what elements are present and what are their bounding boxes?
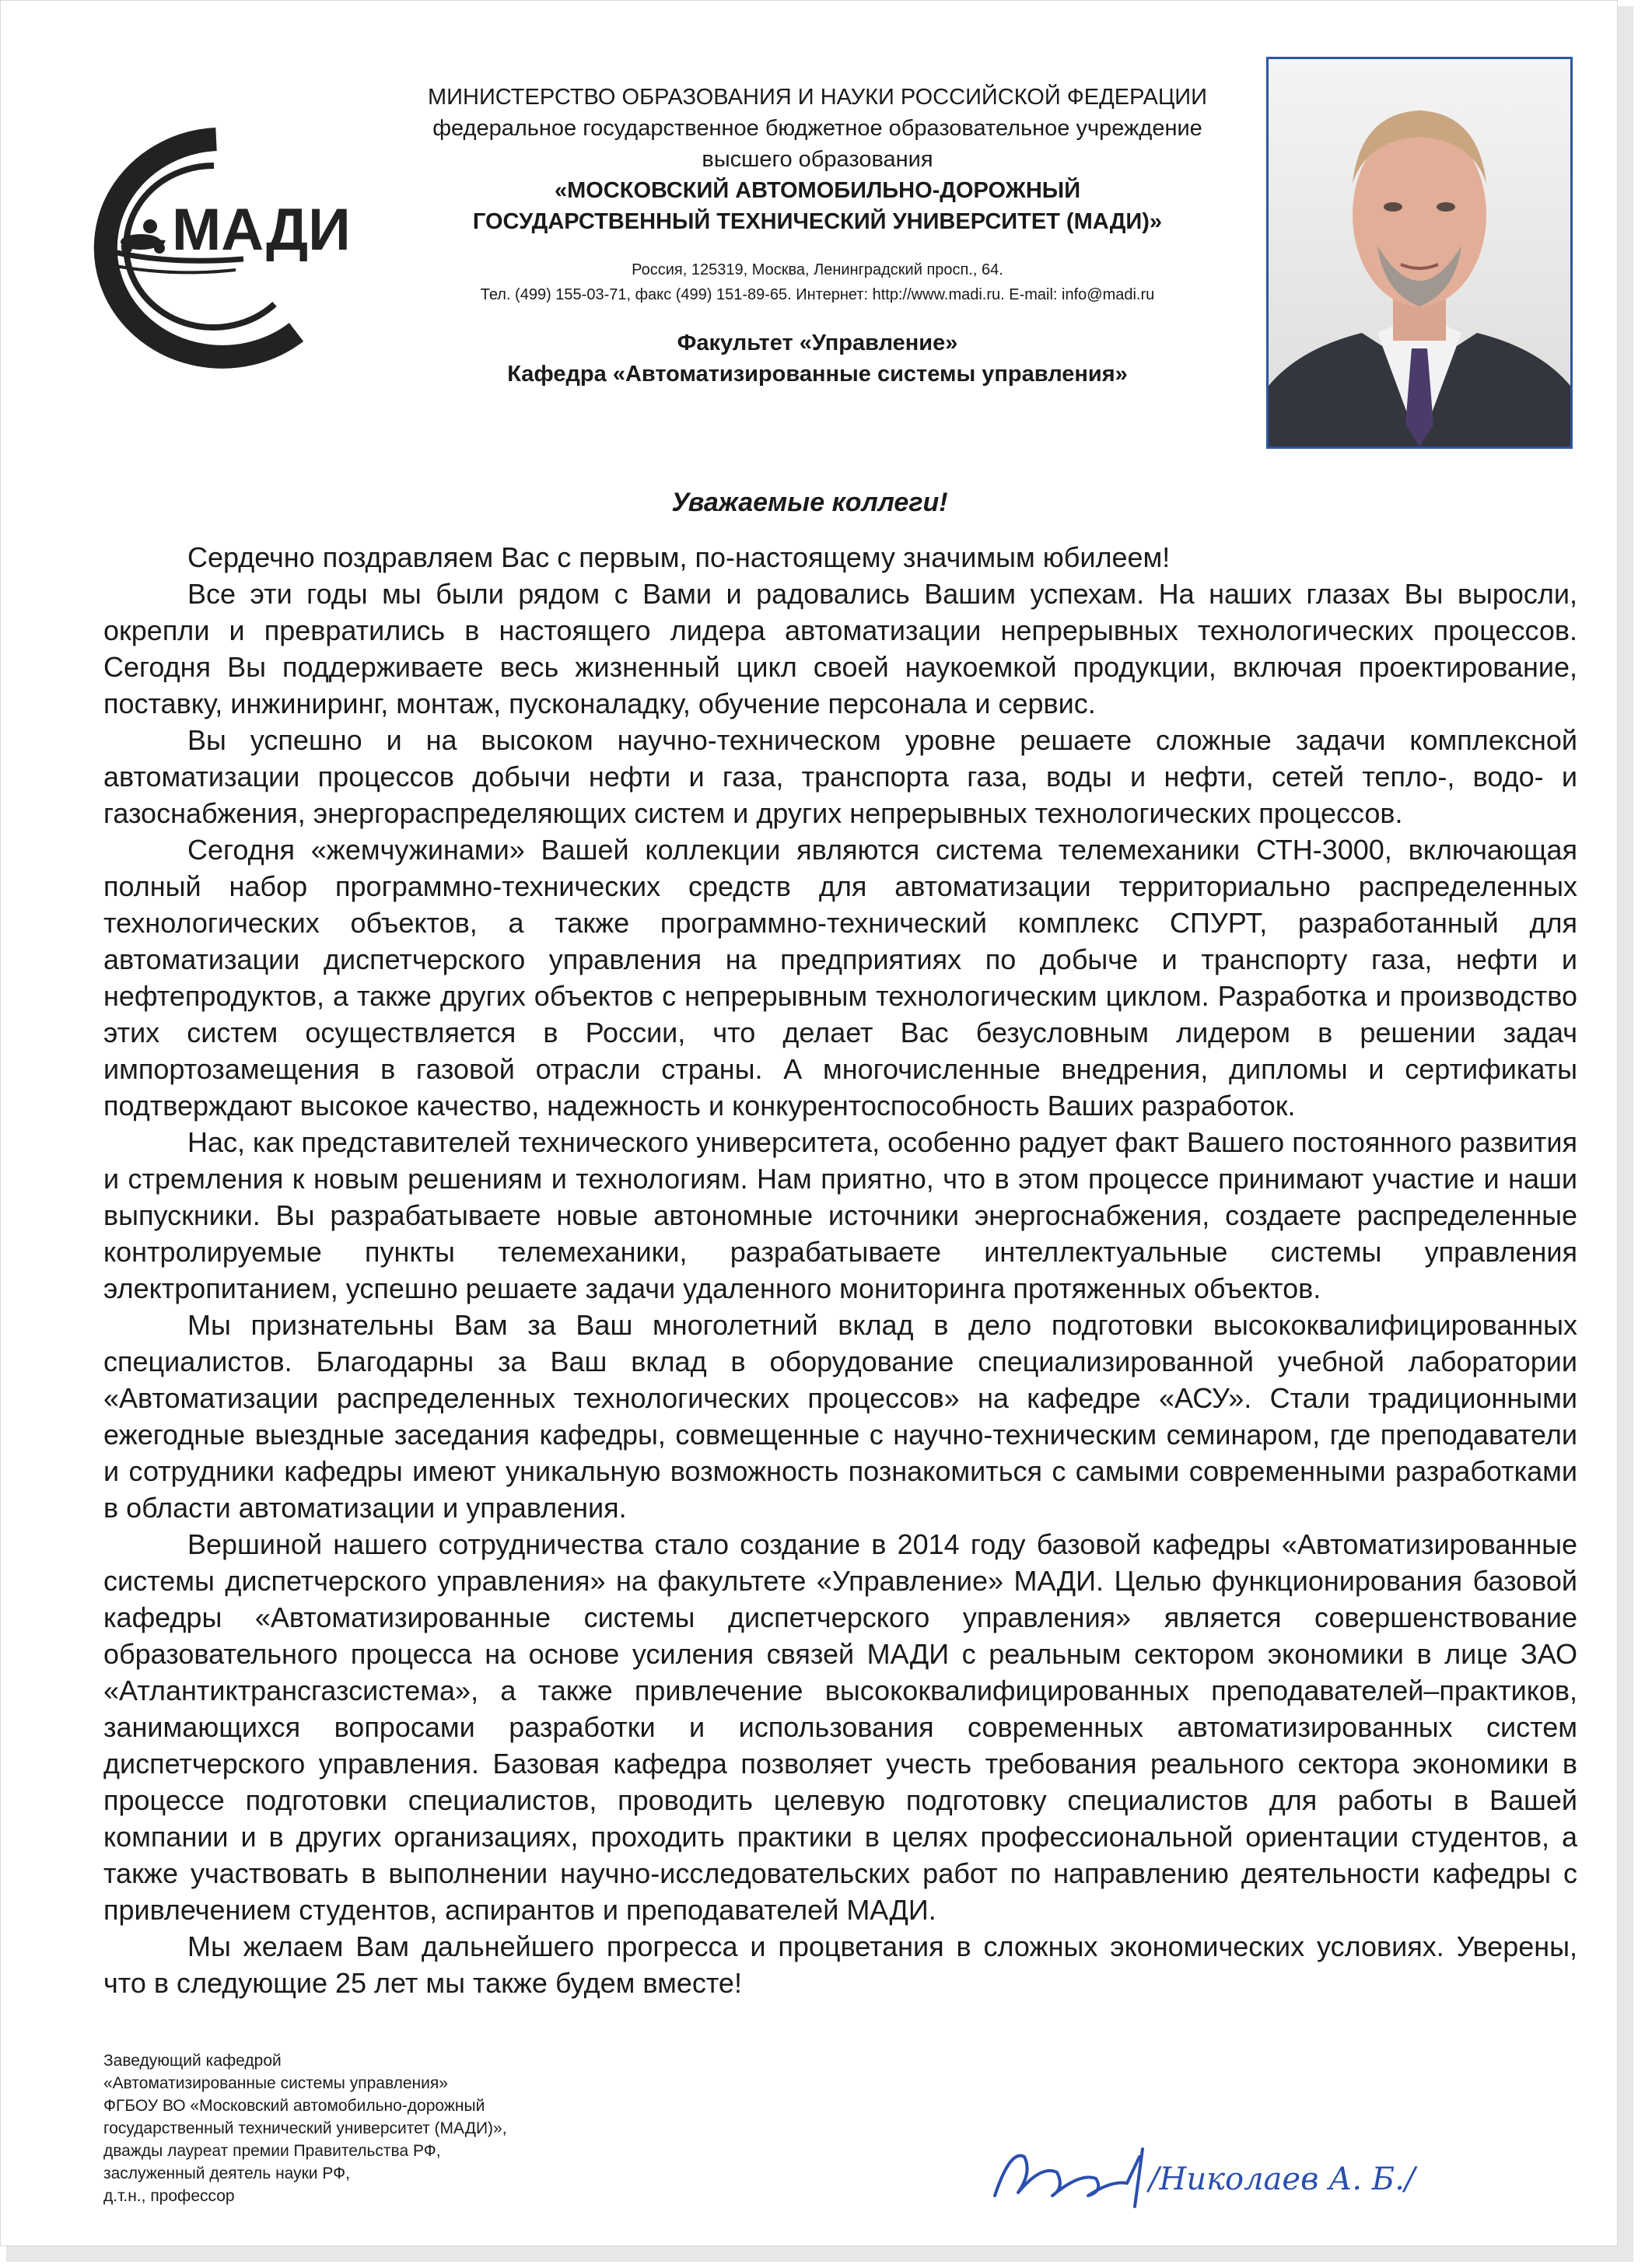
signatory-line: Заведующий кафедрой	[103, 2052, 282, 2070]
letter-paragraph: Мы желаем Вам дальнейшего прогресса и процветания в сложных экономических условиях. Уверены, что в следующие 25 лет мы также будем вместе!	[103, 1930, 1577, 1999]
portrait-illustration	[1269, 59, 1570, 446]
signatory-block	[103, 2049, 726, 2207]
letter-paragraph: Сердечно поздравляем Вас с первым, по-настоящему значимым юбилеем!	[187, 541, 1171, 573]
faculty-name: Факультет «Управление»	[677, 331, 958, 355]
letter-paragraph: Все эти годы мы были рядом с Вами и радовались Вашим успехам. На наших глазах Вы выросли, окрепли и превратились в настоящего лидера автоматизации непрерывных технологических процессов. Сегодня Вы поддерживаете весь жизненный цикл своей наукоемкой продукции, включая проектирование, поставку, инжиниринг, монтаж, пусконаладку, обучение персонала и сервис.	[103, 578, 1577, 719]
signatory-line: ФГБОУ ВО «Московский автомобильно-дорожный	[103, 2097, 485, 2115]
ministry-name: МИНИСТЕРСТВО ОБРАЗОВАНИЯ И НАУКИ РОССИЙСКОЙ ФЕДЕРАЦИИ	[428, 85, 1207, 110]
letter-paragraph: Сегодня «жемчужинами» Вашей коллекции являются система телемеханики СТН-3000, включающая полный набор программно-технических средств для автоматизации территориально распределенных технологических объектов, а также программно-технический комплекс СПУРТ, разработанный для автоматизации диспетчерского управления на предприятиях по добыче и транспорту газа, нефти и нефтепродуктов, а также других объектов с непрерывным технологическим циклом. Разработка и производство этих систем осуществляется в России, что делает Вас безусловным лидером в решении задач импортозамещения в газовой отрасли страны. А многочисленные внедрения, дипломы и сертификаты подтверждают высокое качество, надежность и конкурентоспособность Ваших разработок.	[103, 834, 1577, 1122]
department-name: Кафедра «Автоматизированные системы управления»	[507, 362, 1128, 387]
signatory-line: государственный технический университет (МАДИ)»,	[103, 2119, 507, 2137]
letter-body	[103, 539, 1577, 2001]
signatory-line: заслуженный деятель науки РФ,	[103, 2165, 350, 2182]
letter-paragraph: Мы признательны Вам за Ваш многолетний вклад в дело подготовки высококвалифицированных специалистов. Благодарны за Ваш вклад в оборудование специализированной учебной лаборатории «Автоматизации распределенных технологических процессов» на кафедре «АСУ». Стали традиционными ежегодные выездные заседания кафедры, совмещенные с научно-техническим семинаром, где преподаватели и сотрудники кафедры имеют уникальную возможность познакомиться с самыми современными разработками в области автоматизации и управления.	[103, 1309, 1577, 1524]
signatory-line: «Автоматизированные системы управления»	[103, 2074, 448, 2092]
logo-text: МАДИ	[172, 197, 351, 263]
university-contacts: Тел. (499) 155-03-71, факс (499) 151-89-65. Интернет: http://www.madi.ru. E-mail: info@madi.ru	[480, 286, 1155, 303]
institution-type-line1: федеральное государственное бюджетное образовательное учреждение	[432, 116, 1202, 141]
letter-paragraph: Вы успешно и на высоком научно-техническом уровне решаете сложные задачи комплексной автоматизации процессов добычи нефти и газа, транспорта газа, воды и нефти, сетей тепло-, водо- и газоснабжения, энергораспределяющих систем и других непрерывных технологических процессов.	[103, 724, 1577, 829]
greeting-heading: Уважаемые коллеги!	[671, 488, 948, 517]
signature-name-text: /Николаев А. Б./	[1149, 2161, 1416, 2197]
institution-header	[366, 82, 1269, 390]
portrait-photo	[1266, 57, 1573, 449]
signatory-line: дважды лауреат премии Правительства РФ,	[103, 2142, 441, 2160]
madi-logo	[49, 117, 376, 374]
letter-paragraph: Вершиной нашего сотрудничества стало создание в 2014 году базовой кафедры «Автоматизированные системы диспетчерского управления» на факультете «Управление» МАДИ. Целью функционирования базовой кафедры «Автоматизированные системы диспетчерского управления» является совершенствование образовательного процесса на основе усиления связей МАДИ с реальным сектором экономики в лице ЗАО «Атлантиктрансгазсистема», а также привлечение высококвалифицированных преподавателей–практиков, занимающихся вопросами разработки и использования современных автоматизированных систем диспетчерского управления. Базовая кафедра позволяет учесть требования реального сектора экономики в процессе подготовки специалистов, проводить целевую подготовку специалистов для работы в Вашей компании и в других организациях, проходить практики в целях профессиональной ориентации студентов, а также участвовать в выполнении научно-исследовательских работ по направлению деятельности кафедры с привлечением студентов, аспирантов и преподавателей МАДИ.	[103, 1528, 1577, 1926]
institution-type-line2: высшего образования	[702, 147, 933, 172]
university-address: Россия, 125319, Москва, Ленинградский просп., 64.	[632, 261, 1003, 278]
university-name-line2: ГОСУДАРСТВЕННЫЙ ТЕХНИЧЕСКИЙ УНИВЕРСИТЕТ (МАДИ)»	[472, 209, 1163, 234]
signatory-line: д.т.н., профессор	[103, 2187, 235, 2205]
handwritten-signature	[987, 2141, 1423, 2211]
letter-paragraph: Нас, как представителей технического университета, особенно радует факт Вашего постоянного развития и стремления к новым решениям и технологиям. Нам приятно, что в этом процессе принимают участие и наши выпускники. Вы разрабатываете новые автономные источники энергоснабжения, создаете распределенные контролируемые пункты телемеханики, разрабатываете интеллектуальные системы управления электропитанием, успешно решаете задачи удаленного мониторинга протяженных объектов.	[103, 1126, 1577, 1304]
university-name-line1: «МОСКОВСКИЙ АВТОМОБИЛЬНО-ДОРОЖНЫЙ	[554, 178, 1081, 203]
